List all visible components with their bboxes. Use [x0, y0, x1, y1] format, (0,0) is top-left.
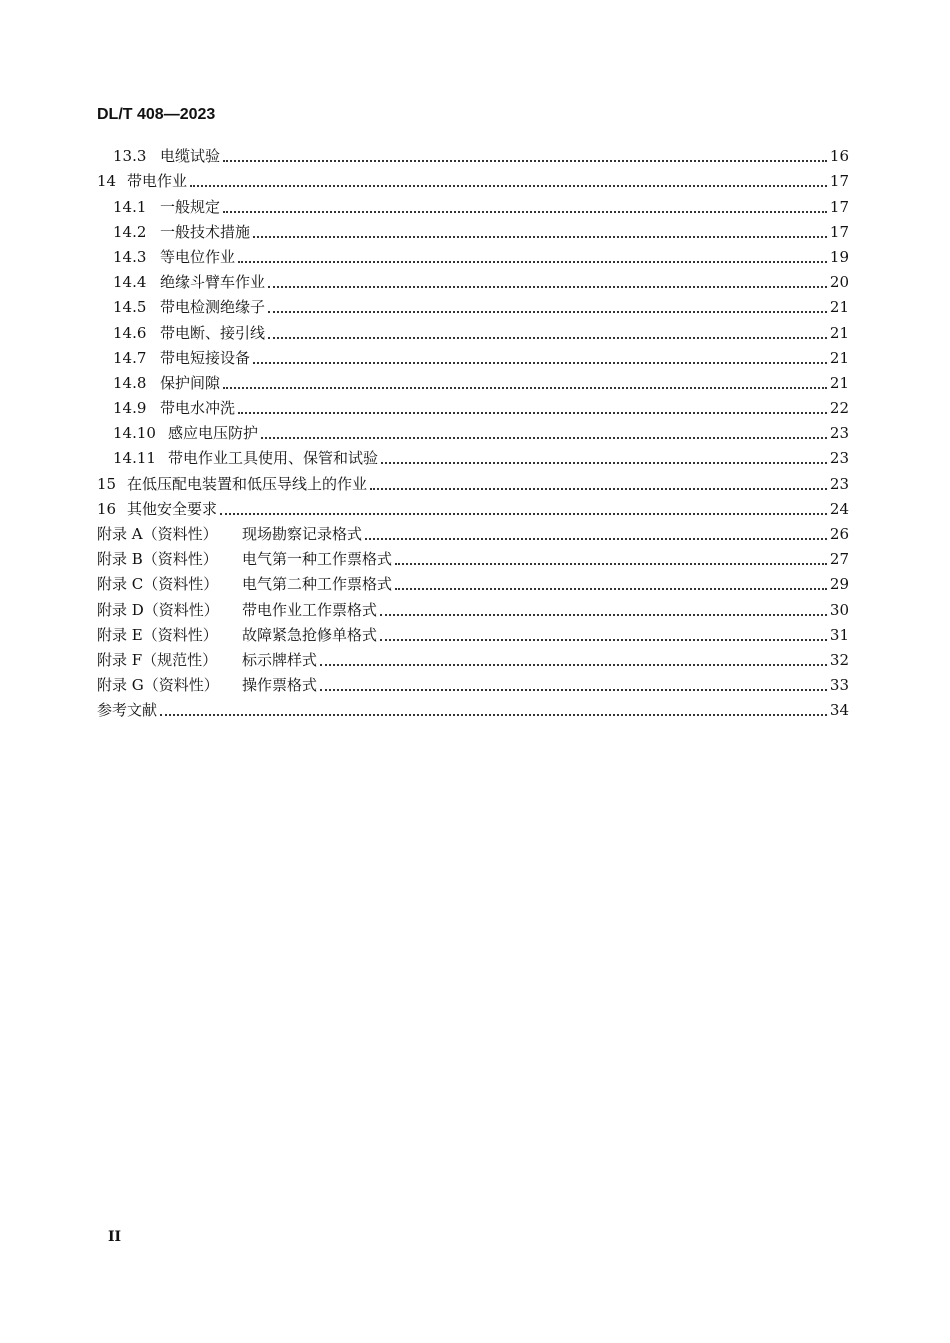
toc-entry[interactable]	[97, 217, 849, 242]
toc-entry-page: 34	[829, 701, 849, 720]
toc-entry-number: 14.7	[113, 348, 147, 367]
toc-entry-number: 14.8	[113, 373, 147, 392]
toc-entry-title: 电缆试验	[160, 147, 221, 166]
toc-entry-page: 21	[829, 323, 849, 342]
toc-entry-title: 带电作业工作票格式	[242, 600, 378, 619]
toc-entry-title: 绝缘斗臂车作业	[160, 273, 266, 292]
toc-entry[interactable]	[97, 544, 849, 569]
toc-entry[interactable]	[97, 695, 849, 720]
dot-leader	[381, 462, 827, 464]
toc-entry-page: 31	[829, 625, 849, 644]
toc-entry-number: 16	[97, 499, 117, 518]
toc-appendix-label: 附录 A（资料性）	[97, 525, 218, 543]
toc-entry[interactable]	[97, 519, 849, 544]
toc-entry-title: 标示牌样式	[242, 650, 318, 669]
dot-leader	[190, 185, 827, 187]
toc-entry-title: 带电水冲洗	[160, 399, 236, 418]
toc-entry-page: 23	[829, 474, 849, 493]
toc-entry-number: 14	[97, 172, 117, 191]
toc-entry-number: 14.4	[113, 273, 147, 292]
page-number: II	[108, 1229, 122, 1245]
toc-entry[interactable]	[97, 468, 849, 493]
toc-entry-page: 23	[829, 449, 849, 468]
toc-entry-number: 13.3	[113, 147, 147, 166]
dot-leader	[238, 261, 827, 263]
toc-entry-title: 带电作业	[127, 172, 188, 191]
dot-leader	[253, 362, 827, 364]
toc-entry-title: 电气第一种工作票格式	[242, 550, 393, 569]
dot-leader	[223, 387, 827, 389]
toc-entry[interactable]	[97, 620, 849, 645]
toc-entry[interactable]	[97, 317, 849, 342]
toc-entry[interactable]	[97, 166, 849, 191]
toc-entry-number: 14.11	[113, 449, 156, 468]
toc-entry[interactable]	[97, 292, 849, 317]
toc-entry-page: 21	[829, 348, 849, 367]
toc-entry-title: 操作票格式	[242, 676, 318, 695]
dot-leader	[380, 614, 827, 616]
toc-entry-title: 带电短接设备	[160, 348, 251, 367]
toc-entry-title: 带电作业工具使用、保管和试验	[168, 449, 379, 468]
toc-entry-number: 14.6	[113, 323, 147, 342]
toc-entry-title: 在低压配电装置和低压导线上的作业	[127, 474, 368, 493]
toc-appendix-label: 附录 D（资料性）	[97, 600, 219, 619]
toc-entry[interactable]	[97, 594, 849, 619]
dot-leader	[365, 538, 827, 540]
toc-appendix-label: 附录 G（资料性）	[97, 676, 219, 695]
toc-entry-number: 14.3	[113, 247, 147, 266]
toc-entry-page: 30	[829, 600, 849, 619]
dot-leader	[220, 513, 827, 515]
dot-leader	[268, 311, 827, 313]
dot-leader	[160, 714, 827, 716]
toc-entry-title: 参考文献	[97, 701, 158, 720]
dot-leader	[380, 639, 827, 641]
toc-entry-page: 27	[829, 550, 849, 569]
toc-entry-title: 一般技术措施	[160, 222, 251, 241]
dot-leader	[370, 488, 827, 490]
toc-entry-title: 一般规定	[160, 197, 221, 216]
toc-entry[interactable]	[97, 242, 849, 267]
toc-entry-page: 26	[829, 525, 849, 543]
dot-leader	[268, 286, 827, 288]
dot-leader	[320, 664, 827, 666]
dot-leader	[253, 236, 827, 238]
toc-entry[interactable]	[97, 670, 849, 695]
toc-entry-title: 等电位作业	[160, 247, 236, 266]
dot-leader	[395, 588, 827, 590]
document-code-header: DL/T 408—2023	[97, 106, 216, 123]
toc-entry-page: 17	[829, 197, 849, 216]
toc-entry-title: 电气第二种工作票格式	[242, 575, 393, 594]
dot-leader	[223, 211, 827, 213]
toc-entry[interactable]	[97, 443, 849, 468]
toc-entry[interactable]	[97, 343, 849, 368]
toc-entry-page: 24	[829, 499, 849, 518]
toc-entry-title: 现场勘察记录格式	[242, 525, 363, 543]
toc-entry-title: 其他安全要求	[127, 499, 218, 518]
toc-appendix-label: 附录 F（规范性）	[97, 650, 218, 669]
dot-leader	[268, 337, 827, 339]
toc-appendix-label: 附录 B（资料性）	[97, 550, 218, 569]
toc-entry-page: 22	[829, 399, 849, 418]
toc-entry[interactable]	[97, 569, 849, 594]
toc-entry-page: 23	[829, 424, 849, 443]
toc-entry-page: 20	[829, 273, 849, 292]
dot-leader	[238, 412, 827, 414]
toc-entry-page: 21	[829, 373, 849, 392]
toc-entry-number: 14.10	[113, 424, 156, 443]
toc-entry-number: 14.2	[113, 222, 147, 241]
toc-appendix-label: 附录 C（资料性）	[97, 575, 219, 594]
toc-entry[interactable]	[97, 393, 849, 418]
toc-entry-title: 故障紧急抢修单格式	[242, 625, 378, 644]
dot-leader	[223, 160, 827, 162]
toc-entry-title: 带电断、接引线	[160, 323, 266, 342]
toc-appendix-label: 附录 E（资料性）	[97, 625, 218, 644]
toc-entry-number: 14.5	[113, 298, 147, 317]
dot-leader	[320, 689, 827, 691]
toc-entry[interactable]	[97, 141, 849, 166]
toc-entry[interactable]	[97, 494, 849, 519]
toc-entry-page: 16	[829, 147, 849, 166]
toc-entry-title: 感应电压防护	[168, 424, 259, 443]
toc-entry-page: 29	[829, 575, 849, 594]
toc-entry[interactable]	[97, 645, 849, 670]
table-of-contents	[97, 141, 849, 720]
dot-leader	[395, 563, 827, 565]
toc-entry-page: 17	[829, 172, 849, 191]
toc-entry-page: 21	[829, 298, 849, 317]
toc-entry[interactable]	[97, 418, 849, 443]
toc-entry-number: 14.9	[113, 399, 147, 418]
toc-entry-page: 19	[829, 247, 849, 266]
toc-entry-page: 17	[829, 222, 849, 241]
dot-leader	[261, 437, 827, 439]
toc-entry-number: 15	[97, 474, 117, 493]
toc-entry-page: 33	[829, 676, 849, 695]
toc-entry-title: 保护间隙	[160, 373, 221, 392]
toc-entry[interactable]	[97, 267, 849, 292]
toc-entry-page: 32	[829, 650, 849, 669]
toc-entry[interactable]	[97, 191, 849, 216]
toc-entry-title: 带电检测绝缘子	[160, 298, 266, 317]
toc-entry[interactable]	[97, 368, 849, 393]
toc-entry-number: 14.1	[113, 197, 147, 216]
